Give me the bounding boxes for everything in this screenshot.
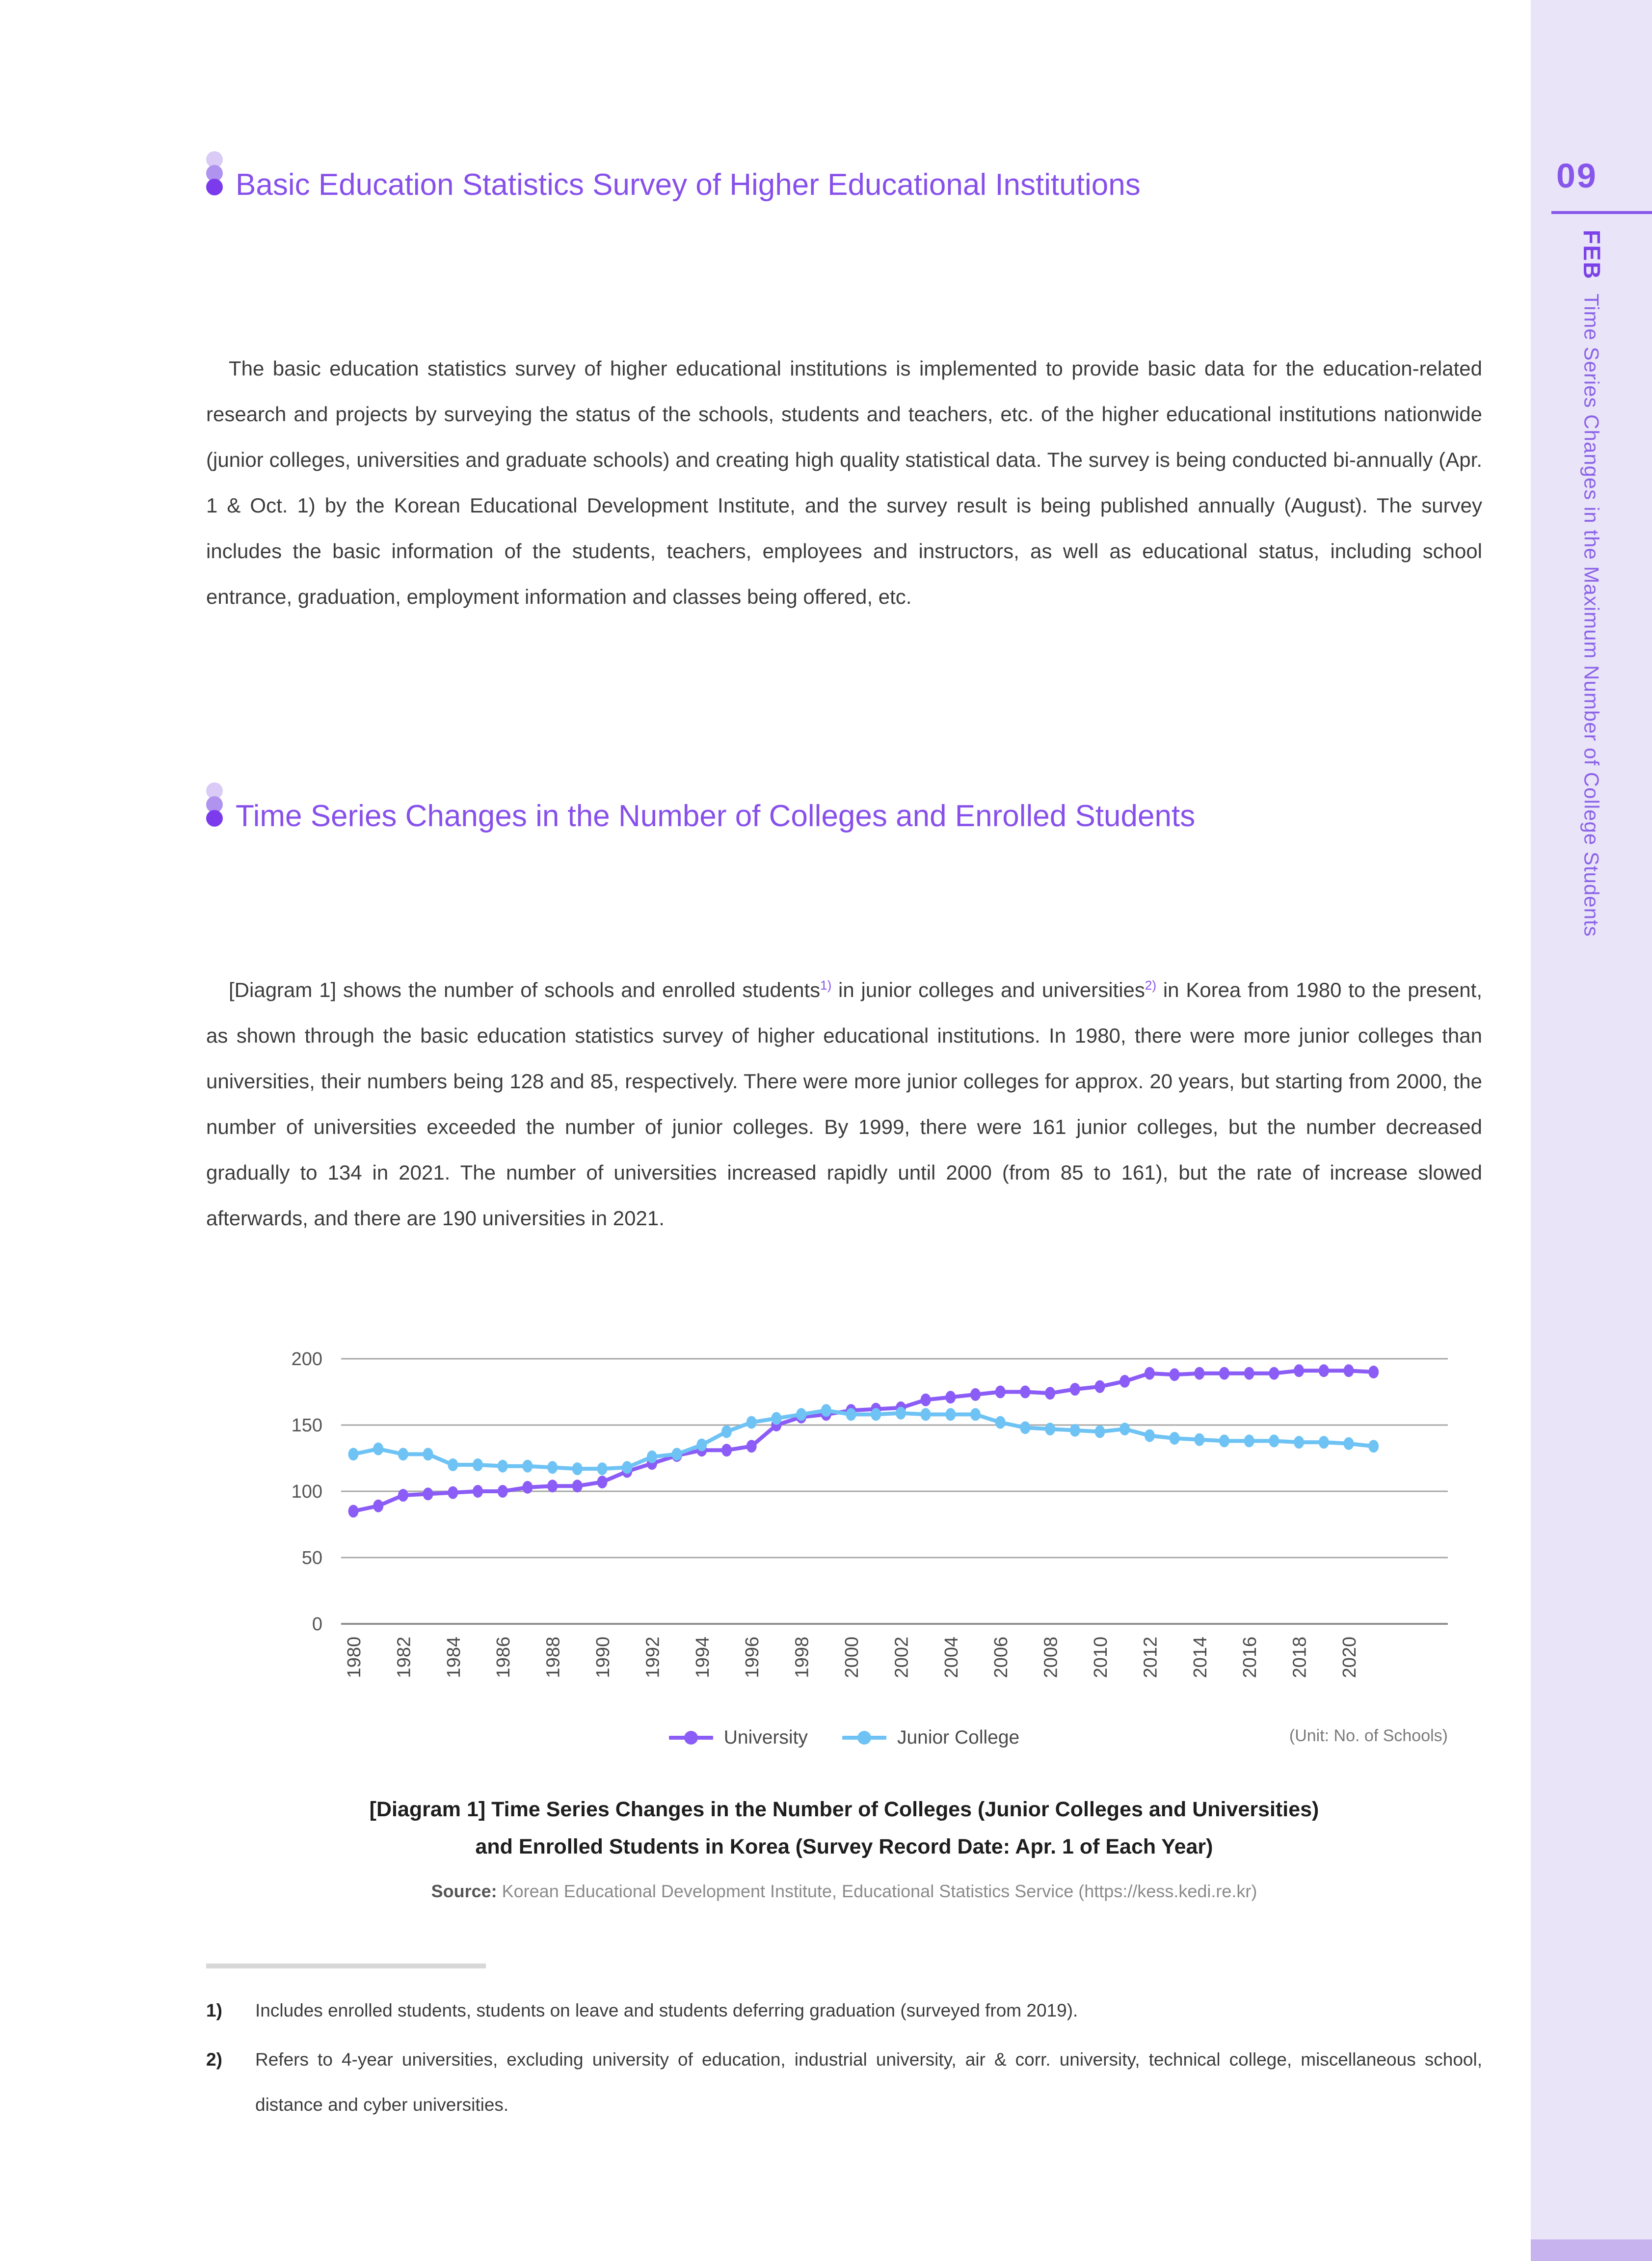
footnote-1-marker: 1) bbox=[206, 2000, 222, 2020]
source-line bbox=[206, 1881, 1482, 1902]
section2-text-part3: in Korea from 1980 to the present, as shown through the basic education statistics survey of higher educational institutions. In 1980, there were more junior colleges than universities, their numbers being 128 and 85, respectively. There were more junior colleges for approx. 20 years, but starting from 2000, the number of universities exceeded the number of junior colleges. By 1999, there were 161 junior colleges, but the number decreased gradually to 134 in 2021. The number of universities increased rapidly until 2000 (from 85 to 161), but the rate of increase slowed afterwards, and there are 190 universities in 2021. bbox=[206, 978, 1482, 1230]
svg-text:1980: 1980 bbox=[344, 1637, 365, 1678]
sidebar-rule bbox=[1551, 211, 1652, 214]
svg-text:1982: 1982 bbox=[394, 1637, 415, 1678]
footnote-2-marker: 2) bbox=[206, 2049, 222, 2070]
svg-text:1990: 1990 bbox=[593, 1637, 613, 1678]
svg-text:1994: 1994 bbox=[692, 1637, 713, 1678]
svg-text:2010: 2010 bbox=[1091, 1637, 1111, 1678]
svg-text:1988: 1988 bbox=[543, 1637, 564, 1678]
section1-paragraph: The basic education statistics survey of higher educational institutions is implemented to provide basic data for the education-related research and projects by surveying the status of the schools, students and teachers, etc. of the higher educational institutions nationwide (junior colleges, universities and graduate schools) and creating high quality statistical data. The survey is being conducted bi-annually (Apr. 1 & Oct. 1) by the Korean Educational Development Institute, and the survey result is being published annually (August). The survey includes the basic information of the students, teachers, employees and instructors, as well as educational status, including school entrance, graduation, employment information and classes being offered, etc. bbox=[206, 357, 1482, 608]
svg-text:2020: 2020 bbox=[1339, 1637, 1360, 1678]
svg-text:1998: 1998 bbox=[792, 1637, 813, 1678]
legend-label: Junior College bbox=[897, 1727, 1020, 1748]
sidebar-chapter-title: Time Series Changes in the Maximum Number of College Students bbox=[1580, 294, 1603, 937]
footnote-2-text: Refers to 4-year universities, excluding university of education, industrial university, air & corr. university, technical college, miscellaneous school, distance and cyber universities. bbox=[255, 2049, 1482, 2115]
section1-title: Basic Education Statistics Survey of Higher Educational Institutions bbox=[236, 168, 1141, 202]
footnote-ref-1: 1) bbox=[820, 978, 832, 993]
source-label: Source: bbox=[431, 1881, 497, 1901]
svg-text:150: 150 bbox=[291, 1415, 322, 1436]
footnote-1 bbox=[206, 1988, 1482, 2033]
svg-text:200: 200 bbox=[291, 1349, 322, 1370]
svg-text:50: 50 bbox=[301, 1548, 322, 1568]
svg-text:2012: 2012 bbox=[1140, 1637, 1161, 1678]
line-chart bbox=[206, 1333, 1482, 1712]
svg-text:2016: 2016 bbox=[1240, 1637, 1261, 1678]
svg-text:1986: 1986 bbox=[493, 1637, 514, 1678]
svg-text:100: 100 bbox=[291, 1481, 322, 1502]
legend-item-junior-college bbox=[842, 1727, 1019, 1749]
svg-text:1984: 1984 bbox=[443, 1637, 464, 1678]
page-number: 09 bbox=[1556, 157, 1598, 195]
heading-bullet-icon bbox=[206, 151, 223, 195]
footnote-ref-2: 2) bbox=[1145, 978, 1157, 993]
footnote-2 bbox=[206, 2037, 1482, 2127]
legend-label: University bbox=[723, 1727, 808, 1748]
caption-line1: [Diagram 1] Time Series Changes in the Number of Colleges (Junior Colleges and Universities) bbox=[369, 1798, 1319, 1821]
svg-text:2002: 2002 bbox=[891, 1637, 912, 1678]
chart-legend bbox=[206, 1721, 1482, 1755]
legend-marker-icon bbox=[669, 1730, 713, 1745]
svg-text:2008: 2008 bbox=[1040, 1637, 1062, 1678]
sidebar-vertical-text bbox=[1531, 230, 1652, 2144]
section2-text-part2: in junior colleges and universities bbox=[831, 978, 1145, 1001]
sidebar bbox=[1531, 0, 1652, 2261]
svg-text:1996: 1996 bbox=[742, 1637, 763, 1678]
heading-bullet-icon bbox=[206, 782, 223, 827]
sidebar-bottom-bar bbox=[1531, 2239, 1652, 2261]
legend-marker-icon bbox=[842, 1730, 886, 1745]
svg-text:1992: 1992 bbox=[642, 1637, 664, 1678]
section2-title: Time Series Changes in the Number of Colleges and Enrolled Students bbox=[236, 799, 1196, 833]
diagram-caption bbox=[206, 1791, 1482, 1865]
caption-line2: and Enrolled Students in Korea (Survey Record Date: Apr. 1 of Each Year) bbox=[475, 1835, 1213, 1858]
chart-unit-label: (Unit: No. of Schools) bbox=[1289, 1726, 1448, 1745]
footnote-1-text: Includes enrolled students, students on leave and students deferring graduation (surveyed from 2019). bbox=[255, 2000, 1078, 2020]
section1-heading bbox=[206, 148, 1482, 222]
sidebar-month: FEB bbox=[1578, 230, 1604, 280]
svg-text:2018: 2018 bbox=[1289, 1637, 1310, 1678]
svg-text:0: 0 bbox=[312, 1614, 322, 1635]
svg-text:2014: 2014 bbox=[1190, 1637, 1211, 1678]
legend-item-university bbox=[669, 1727, 808, 1749]
svg-text:2000: 2000 bbox=[842, 1637, 862, 1678]
source-text: Korean Educational Development Institute, Educational Statistics Service (https://kess.kedi.re.kr) bbox=[497, 1881, 1257, 1901]
svg-text:2006: 2006 bbox=[991, 1637, 1012, 1678]
section2-paragraph bbox=[206, 967, 1482, 1241]
footnote-divider bbox=[206, 1964, 486, 1968]
section2-text-part1: [Diagram 1] shows the number of schools and enrolled students bbox=[229, 978, 821, 1001]
svg-text:2004: 2004 bbox=[941, 1637, 962, 1678]
section2-heading bbox=[206, 780, 1482, 853]
